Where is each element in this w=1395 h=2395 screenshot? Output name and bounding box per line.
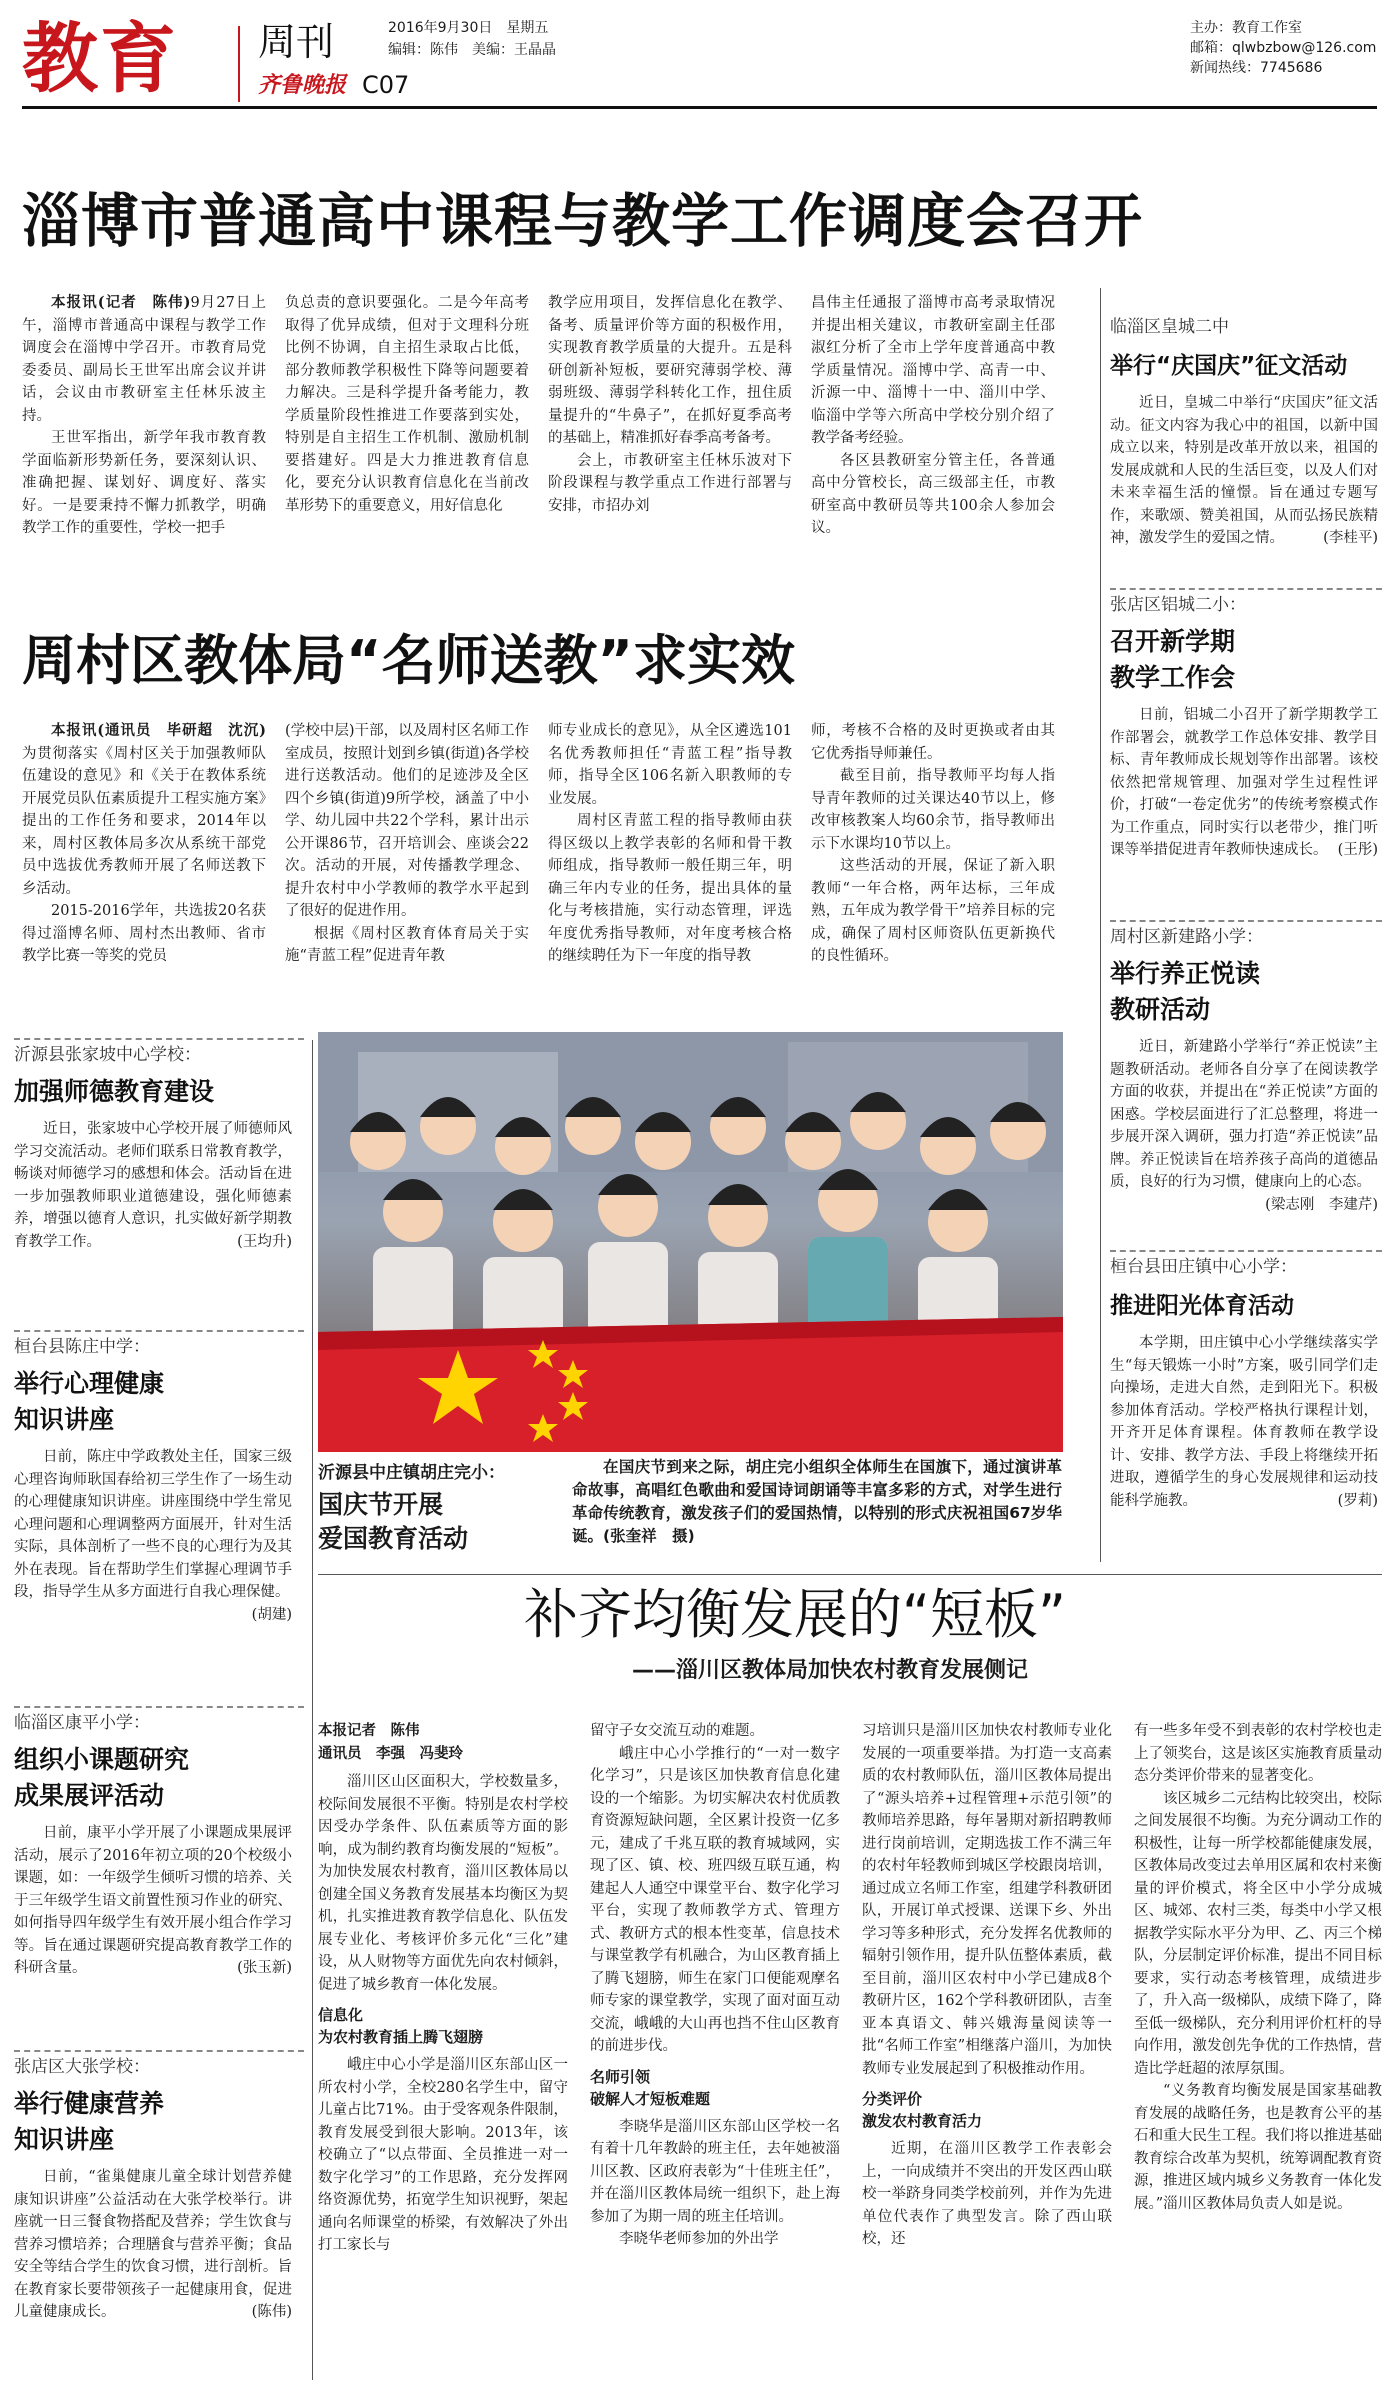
brief-left-4: 张店区大张学校： 举行健康营养 知识讲座 日前，“雀巢健康儿童全球计划营养健康知识讲座”公益活动在大张学校举行。讲座就一日三餐食物搭配及营养；学生饮食与营养习惯培养；合理膳食与营养平衡；食品安全等结合学生的饮食习惯，进行剖析。旨在教育家长要带领孩子一起健康用食，促进儿童健康成长。 (陈伟): [14, 2057, 292, 2320]
email: 邮箱：qlwbzbow@126.com: [1190, 40, 1377, 56]
editors: 编辑：陈伟 美编：王晶晶: [388, 42, 556, 58]
article-1-col-1: 本报讯(记者 陈伟)9月27日上午，淄博市普通高中课程与教学工作调度会在淄博中学召开。市教育局党委委员、副局长王世军出席会议并讲话，会议由市教研室主任林乐波主持。 王世军指出，新学年我市教育教学面临新形势新任务，要深刻认识、准确把握、谋划好、调度好、落实好。一是要秉持不懈力抓教学，明确教学工作的重要性，学校一把手: [22, 294, 266, 536]
article-2-col-1: 本报讯(通讯员 毕研超 沈沉)为贯彻落实《周村区关于加强教师队伍建设的意见》和《关于在教体系统开展党员队伍素质提升工程实施方案》提出的工作任务和要求，2014年以来，周村区教体局多次从系统干部党员中选拔优秀教师开展了名师送教下乡活动。 2015-2016学年，共选拔20名获得过淄博名师、周村杰出教师、省市教学比赛一等奖的党员: [22, 722, 266, 964]
article-1-col-2: 负总责的意识要强化。二是今年高考取得了优异成绩，但对于文理科分班比例不协调，自主招生录取占比低，部分教师教学积极性下降等问题要着力解决。三是科学提升备考能力，教学质量阶段性推进工作要落到实处，特别是自主招生工作机制、激励机制要搭建好。四是大力推进教育信息化，要充分认识教育信息化在当前改革形势下的重要意义，用好信息化: [285, 295, 529, 514]
sponsor: 主办：教育工作室: [1190, 20, 1302, 36]
brief-right-3: 周村区新建路小学： 举行养正悦读 教研活动 近日，新建路小学举行“养正悦读”主题教研活动。老师各自分享了在阅读教学方面的收获，并提出在“养正悦读”方面的困惑。学校层面进行了汇总整理，将进一步展开深入调研，强力打造“养正悦读”品牌。养正悦读旨在培养孩子高尚的道德品质，良好的行为习惯，健康向上的心态。 (梁志刚 李建芹): [1110, 927, 1378, 1213]
photo-illustration: [318, 1032, 1063, 1452]
article-2-col-2: (学校中层)干部，以及周村区名师工作室成员，按照计划到乡镇(街道)各学校进行送教活动。他们的足迹涉及全区四个乡镇(街道)9所学校，涵盖了中小学、幼儿园中共22个学科，累计出示公开课86节，召开培训会、座谈会22次。活动的开展，对传播教学理念、提升农村中小学教师的教学水平起到了很好的促进作用。 根据《周村区教育体育局关于实施“青蓝工程”促进青年教: [285, 723, 529, 964]
paper-logo: 齐鲁晚报: [258, 72, 347, 98]
brief-left-1: 沂源县张家坡中心学校： 加强师德教育建设 近日，张家坡中心学校开展了师德师风学习交流活动。老师们联系日常教育教学，畅谈对师德学习的感想和体会。活动旨在进一步加强教师职业道德建设，强化师德素养，增强以德育人意识，扎实做好新学期教育教学工作。 (王均升): [14, 1045, 292, 1250]
page-number: C07: [362, 71, 410, 99]
article-3-col-3: 习培训只是淄川区加快农村教师专业化发展的一项重要举措。为打造一支高素质的农村教师队伍，淄川区教体局提出了“源头培养+过程管理+示范引领”的教师培养思路，每年暑期对新招聘教师进行岗前培训，定期选拔工作不满三年的农村年轻教师到城区学校跟岗培训，通过成立名师工作室，组建学科教研团队，开展订单式授课、送课下乡、外出学习等多种形式，充分发挥名优教师的辐射引领作用，提升队伍整体素质，截至目前，淄川区农村中小学已建成8个教研片区，162个学科教研团队，吉奎亚本真语文、韩兴娥海量阅读等一批“名师工作室”相继落户淄川，为加快教师专业发展起到了积极推动作用。 分类评价 激发农村教育活力 近期，在淄川区教学工作表彰会上，一向成绩并不突出的开发区西山联校一举跻身同类学校前列，并作为先进单位代表作了典型发言。除了西山联校，还: [862, 1723, 1112, 2247]
subheadline-3: ——淄川区教体局加快农村教育发展侧记: [632, 1658, 1029, 1683]
left-divider-1: [14, 1330, 304, 1332]
photo-title: 国庆节开展 爱国教育活动: [318, 1490, 469, 1553]
article-1-col-3: 教学应用项目，发挥信息化在教学、备考、质量评价等方面的积极作用，实现教育教学质量的大提升。五是科研创新补短板，要研究薄弱学校、薄弱班级、薄弱学科转化工作，扭住质量提升的“牛鼻子”，在抓好夏季高考的基础上，精准抓好春季高考备考。 会上，市教研室主任林乐波对下阶段课程与教学重点工作进行部署与安排，市招办刘: [548, 295, 792, 514]
byline: 本报讯(记者 陈伟): [51, 294, 191, 311]
brief-left-2: 桓台县陈庄中学： 举行心理健康 知识讲座 日前，陈庄中学政教处主任，国家三级心理咨询师耿国春给初三学生作了一场生动的心理健康知识讲座。讲座围绕中学生常见心理问题和心理调整两方面展开，针对生活实际，具体剖析了一些不良的心理行为及其外在表现。旨在帮助学生们掌握心理调节手段，指导学生从多方面进行自我心理保健。 (胡建): [14, 1337, 292, 1623]
headline-2: 周村区教体局“名师送教”求实效: [22, 629, 795, 692]
section-title: 教育: [22, 14, 178, 103]
right-divider-2: [1110, 920, 1382, 922]
brief-right-4: 桓台县田庄镇中心小学： 推进阳光体育活动 本学期，田庄镇中心小学继续落实学生“每天锻炼一小时”方案，吸引同学们走向操场，走进大自然，走到阳光下。积极参加体育活动。学校严格执行课程计划，开齐开足体育课程。体育教师在教学设计、安排、教学方法、手段上将继续开拓进取，遵循学生的身心发展规律和运动技能科学施教。 (罗莉): [1110, 1257, 1378, 1509]
article-1-col-4: 昌伟主任通报了淄博市高考录取情况并提出相关建议，市教研室副主任邵淑红分析了全市上学年度普通高中教学质量情况。淄博中学、高青一中、沂源一中、淄博十一中、淄川中学、临淄中学等六所高中学校分别介绍了教学备考经验。 各区县教研室分管主任，各普通高中分管校长，高三级部主任，市教研室高中教研员等共100余人参加会议。: [811, 295, 1055, 536]
article-3-rule: [318, 1574, 1382, 1575]
masthead-rule: [22, 106, 1377, 109]
hotline: 新闻热线：7745686: [1190, 60, 1323, 76]
article-3-col-1: 本报记者 陈伟 通讯员 李强 冯斐玲 淄川区山区面积大，学校数量多，校际间发展很不平衡。特别是农村学校因受办学条件、队伍素质等方面的影响，成为制约教育均衡发展的“短板”。为加快发展农村教育，淄川区教体局以创建全国义务教育发展基本均衡区为契机，扎实推进教育教学信息化、队伍发展专业化、考核评价多元化“三化”建设，从人财物等方面优先向农村倾斜，促进了城乡教育一体化发展。 信息化 为农村教育插上腾飞翅膀 峨庄中心小学是淄川区东部山区一所农村小学，全校280名学生中，留守儿童占比71%。由于受客观条件限制，教育发展受到很大影响。2013年，该校确立了“以点带面、全员推进一对一数字化学习”的工作思路，充分发挥网络资源优势，拓宽学生知识视野，架起通向名师课堂的桥梁，有效解决了外出打工家长与: [318, 1722, 568, 2253]
photo-caption: 在国庆节到来之际，胡庄完小组织全体师生在国旗下，通过演讲革命故事，高唱红色歌曲和爱国诗词朗诵等丰富多彩的方式，对学生进行革命传统教育，激发孩子们的爱国热情，以特别的形式庆祝祖国67岁华诞。(张奎祥 摄): [572, 1458, 1062, 1545]
left-divider-2: [14, 1706, 304, 1708]
rail-divider-mid: [1100, 1302, 1101, 1562]
masthead-divider: [238, 26, 240, 102]
brief-left-3: 临淄区康平小学： 组织小课题研究 成果展评活动 日前，康平小学开展了小课题成果展评活动，展示了2016年初立项的20个校级小课题，如：一年级学生倾听习惯的培养、关于三年级学生语文前置性预习作业的研究、如何指导四年级学生有效开展小组合作学习等。旨在通过课题研究提高教育教学工作的科研含量。 (张玉新): [14, 1713, 292, 1976]
article-3-col-2: 留守子女交流互动的难题。 峨庄中心小学推行的“一对一数字化学习”，只是该区加快教育信息化建设的一个缩影。为切实解决农村优质教育资源短缺问题，全区累计投资一亿多元，建成了千兆互联的教育城域网，实现了区、镇、校、班四级互联互通，构建起人人通空中课堂平台、数字化学习平台，实现了教师教学方式、管理方式、教研方式的根本性变革，信息技术与课堂教学有机融合，为山区教育插上了腾飞翅膀，师生在家门口便能观摩名师专家的课堂教学，实现了面对面互动交流，峨峨的大山再也挡不住山区教育的前进步伐。 名师引领 破解人才短板难题 李晓华是淄川区东部山区学校一名有着十几年教龄的班主任，去年她被淄川区教、区政府表彰为“十佳班主任”，并在淄川区教体局统一组织下，赴上海参加了为期一周的班主任培训。 李晓华老师参加的外出学: [590, 1723, 840, 2247]
right-divider-1: [1110, 588, 1382, 590]
headline-1: 淄博市普通高中课程与教学工作调度会召开: [22, 187, 1144, 255]
issue-date: 2016年9月30日 星期五: [388, 20, 549, 36]
rail-divider-top: [1100, 288, 1101, 1302]
brief-right-2: 张店区铝城二小： 召开新学期 教学工作会 日前，铝城二小召开了新学期教学工作部署会，就教学工作总体安排、教学目标、青年教师成长规划等作出部署。该校依然把常规管理、加强对学生过程性评价，打破“一卷定优劣”的传统考察模式作为工作重点，同时实行以老带少，推门听课等举措促进青年教师快速成长。 (王彤): [1110, 595, 1378, 858]
left-rail-divider: [312, 1040, 313, 2380]
left-divider-0: [14, 1038, 304, 1040]
article-2-col-3: 师专业成长的意见》，从全区遴选101名优秀教师担任“青蓝工程”指导教师，指导全区106名新入职教师的专业发展。 周村区青蓝工程的指导教师由获得区级以上教学表彰的名师和骨干教师组成，指导教师一般任期三年，明确三年内专业的任务，提出具体的量化与考核措施，实行动态管理，评选年度优秀指导教师，对年度考核合格的继续聘任为下一年度的指导教: [548, 723, 792, 964]
right-divider-3: [1110, 1250, 1382, 1252]
left-divider-3: [14, 2050, 304, 2052]
news-photo: [318, 1032, 1063, 1452]
masthead: [0, 0, 1395, 110]
weekly-label: 周刊: [258, 20, 335, 64]
photo-place: 沂源县中庄镇胡庄完小：: [318, 1463, 505, 1483]
brief-right-1: 临淄区皇城二中 举行“庆国庆”征文活动 近日，皇城二中举行“庆国庆”征文活动。征文内容为我心中的祖国，以新中国成立以来，特别是改革开放以来，祖国的发展成就和人民的生活巨变，以及人们对未来幸福生活的憧憬。旨在通过专题写作，来歌颂、赞美祖国，从而弘扬民族精神，激发学生的爱国之情。 (李桂平): [1110, 317, 1378, 546]
headline-3: 补齐均衡发展的“短板”: [524, 1583, 1066, 1646]
article-2-col-4: 师，考核不合格的及时更换或者由其它优秀指导师兼任。 截至目前，指导教师平均每人指导青年教师的过关课达40节以上，修改审核教案人均60余节，指导教师出示下水课均10节以上。 这些活动的开展，保证了新入职教师“一年合格，两年达标，三年成熟，五年成为教学骨干”培养目标的完成，确保了周村区师资队伍更新换代的良性循环。: [811, 723, 1055, 964]
article-3-col-4: 有一些多年受不到表彰的农村学校也走上了领奖台，这是该区实施教育质量动态分类评价带来的显著变化。 该区城乡二元结构比较突出，校际之间发展很不均衡。为充分调动工作的积极性，让每一所学校都能健康发展，区教体局改变过去单用区属和农村来衡量的评价模式，将全区中小学分成城区、城郊、农村三类，每类中小学又根据教学实际水平分为甲、乙、丙三个梯队，分层制定评价标准，提出不同目标要求，实行动态考核管理，成绩进步了，升入高一级梯队，成绩下降了，降至低一级梯队，充分利用评价杠杆的导向作用，激发创先争优的工作热情，营造比学赶超的浓厚氛围。 “义务教育均衡发展是国家基础教育发展的战略任务，也是教育公平的基石和重大民生工程。我们将以推进基础教育综合改革为契机，统筹调配教育资源，推进区域内城乡义务教育一体化发展。”淄川区教体局负责人如是说。: [1134, 1723, 1382, 2212]
